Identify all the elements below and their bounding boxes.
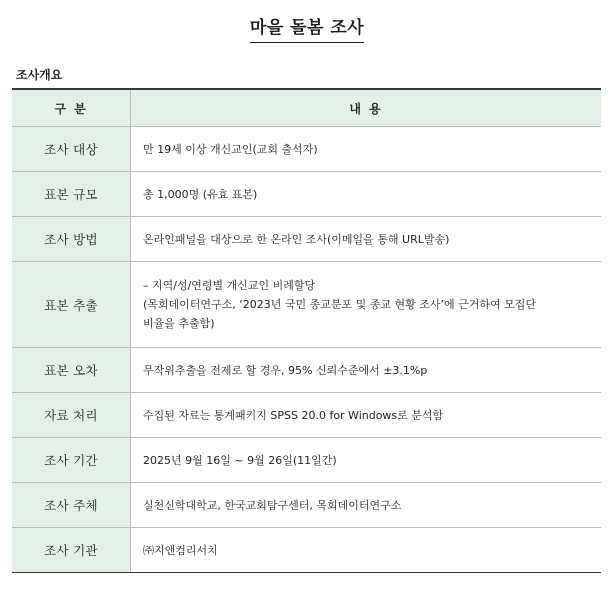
- row-value-line: 총 1,000명 (유효 표본): [143, 187, 258, 201]
- row-label: 조사 기관: [12, 528, 131, 573]
- row-label: 표본 오차: [12, 348, 131, 393]
- row-value-line: 실천신학대학교, 한국교회탐구센터, 목회데이터연구소: [143, 498, 402, 512]
- row-value-line: 온라인패널을 대상으로 한 온라인 조사(이메일을 통해 URL발송): [143, 232, 450, 246]
- row-label: 자료 처리: [12, 393, 131, 438]
- row-value: [131, 127, 602, 172]
- row-value-line: 비율을 추출함): [143, 317, 215, 330]
- row-label: 조사 대상: [12, 127, 131, 172]
- row-value: [131, 483, 602, 528]
- table-row: [12, 438, 601, 483]
- table-header-row: [12, 89, 601, 127]
- table-row: [12, 348, 601, 393]
- column-header-category: 구 분: [12, 89, 131, 127]
- table-row: [12, 393, 601, 438]
- row-value: [131, 217, 602, 262]
- section-label: 조사개요: [16, 68, 63, 82]
- row-value: [131, 528, 602, 573]
- row-label: 표본 규모: [12, 172, 131, 217]
- row-label: 조사 기간: [12, 438, 131, 483]
- table-row: [12, 483, 601, 528]
- row-value-line: 무작위추출을 전제로 할 경우, 95% 신뢰수준에서 ±3.1%p: [143, 363, 428, 377]
- row-value-line: 2025년 9월 16일 ~ 9월 26일(11일간): [143, 453, 337, 467]
- table-row: [12, 127, 601, 172]
- row-value-line: 만 19세 이상 개신교인(교회 출석자): [143, 142, 318, 156]
- row-value-line: (목회데이터연구소, ‘2023년 국민 종교분포 및 종교 현황 조사’에 근거하여 모집단: [143, 298, 537, 311]
- table-row: [12, 172, 601, 217]
- row-value: [131, 262, 602, 348]
- row-value: [131, 393, 602, 438]
- row-label: 표본 추출: [12, 262, 131, 348]
- survey-overview-table: [12, 88, 601, 573]
- table-row: [12, 262, 601, 348]
- title-wrap: [0, 13, 614, 43]
- row-label: 조사 주체: [12, 483, 131, 528]
- page-title: 마을 돌봄 조사: [250, 13, 364, 43]
- table-row: [12, 217, 601, 262]
- table-row: [12, 528, 601, 573]
- row-value: [131, 172, 602, 217]
- row-value-line: 수집된 자료는 통계패키지 SPSS 20.0 for Windows로 분석함: [143, 408, 444, 422]
- row-value-line: – 지역/성/연령별 개신교인 비례할당: [143, 279, 316, 292]
- row-value-line: ㈜지앤컴리서치: [143, 543, 218, 557]
- row-label: 조사 방법: [12, 217, 131, 262]
- row-value: [131, 348, 602, 393]
- column-header-content: 내 용: [131, 89, 602, 127]
- row-value: [131, 438, 602, 483]
